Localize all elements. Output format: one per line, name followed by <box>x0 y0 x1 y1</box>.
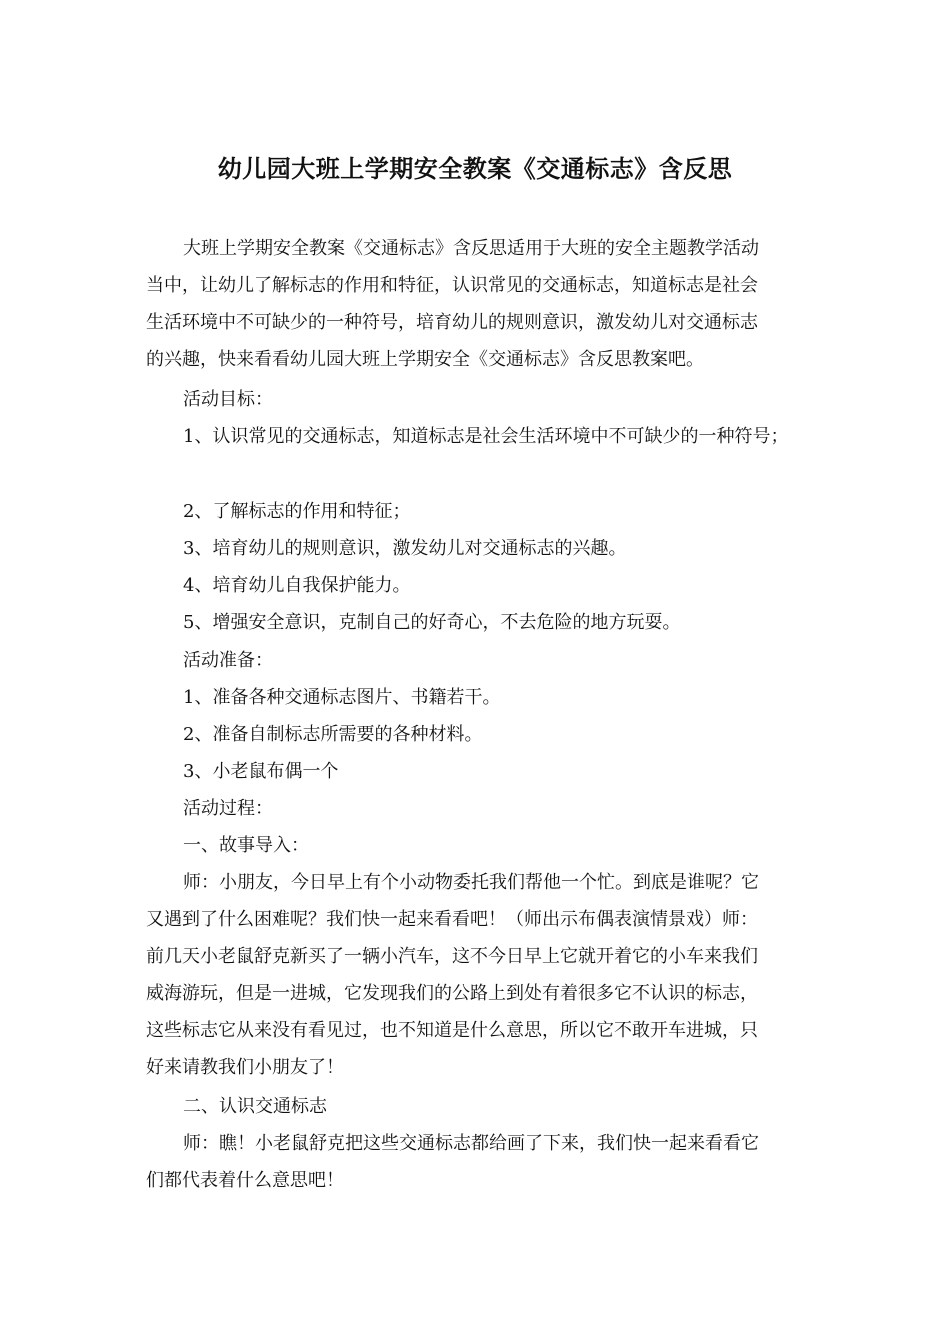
intro-line: 大班上学期安全教案《交通标志》含反思适用于大班的安全主题教学活动 <box>183 238 759 259</box>
goals-heading: 活动目标： <box>183 389 273 410</box>
part2-heading: 二、认识交通标志 <box>183 1096 327 1117</box>
prep-heading: 活动准备： <box>183 650 273 671</box>
intro-line: 的兴趣，快来看看幼儿园大班上学期安全《交通标志》含反思教案吧。 <box>146 349 704 370</box>
goal-item: 5、增强安全意识，克制自己的好奇心，不去危险的地方玩耍。 <box>183 612 681 633</box>
part1-line: 前几天小老鼠舒克新买了一辆小汽车，这不今日早上它就开着它的小车来我们 <box>146 946 758 967</box>
part2-line: 师：瞧！小老鼠舒克把这些交通标志都给画了下来，我们快一起来看看它 <box>183 1133 759 1154</box>
part1-line: 威海游玩，但是一进城，它发现我们的公路上到处有着很多它不认识的标志， <box>146 983 758 1004</box>
goal-item: 1、认识常见的交通标志，知道标志是社会生活环境中不可缺少的一种符号； <box>183 426 789 447</box>
intro-line: 生活环境中不可缺少的一种符号，培育幼儿的规则意识，激发幼儿对交通标志 <box>146 312 758 333</box>
part1-line: 好来请教我们小朋友了！ <box>146 1057 344 1078</box>
part1-line: 又遇到了什么困难呢？我们快一起来看看吧！（师出示布偶表演情景戏）师： <box>146 909 758 930</box>
document-title: 幼儿园大班上学期安全教案《交通标志》含反思 <box>217 155 733 183</box>
prep-item: 3、小老鼠布偶一个 <box>183 761 339 782</box>
intro-line: 当中，让幼儿了解标志的作用和特征，认识常见的交通标志，知道标志是社会 <box>146 275 758 296</box>
part2-line: 们都代表着什么意思吧！ <box>146 1170 344 1191</box>
goal-item: 2、了解标志的作用和特征； <box>183 501 411 522</box>
process-heading: 活动过程： <box>183 798 273 819</box>
prep-item: 1、准备各种交通标志图片、书籍若干。 <box>183 687 501 708</box>
part1-line: 这些标志它从来没有看见过，也不知道是什么意思，所以它不敢开车进城，只 <box>146 1020 758 1041</box>
part1-heading: 一、故事导入： <box>183 835 309 856</box>
goal-item: 3、培育幼儿的规则意识，激发幼儿对交通标志的兴趣。 <box>183 538 627 559</box>
prep-item: 2、准备自制标志所需要的各种材料。 <box>183 724 483 745</box>
goal-item: 4、培育幼儿自我保护能力。 <box>183 575 411 596</box>
part1-line: 师：小朋友，今日早上有个小动物委托我们帮他一个忙。到底是谁呢？它 <box>183 872 759 893</box>
